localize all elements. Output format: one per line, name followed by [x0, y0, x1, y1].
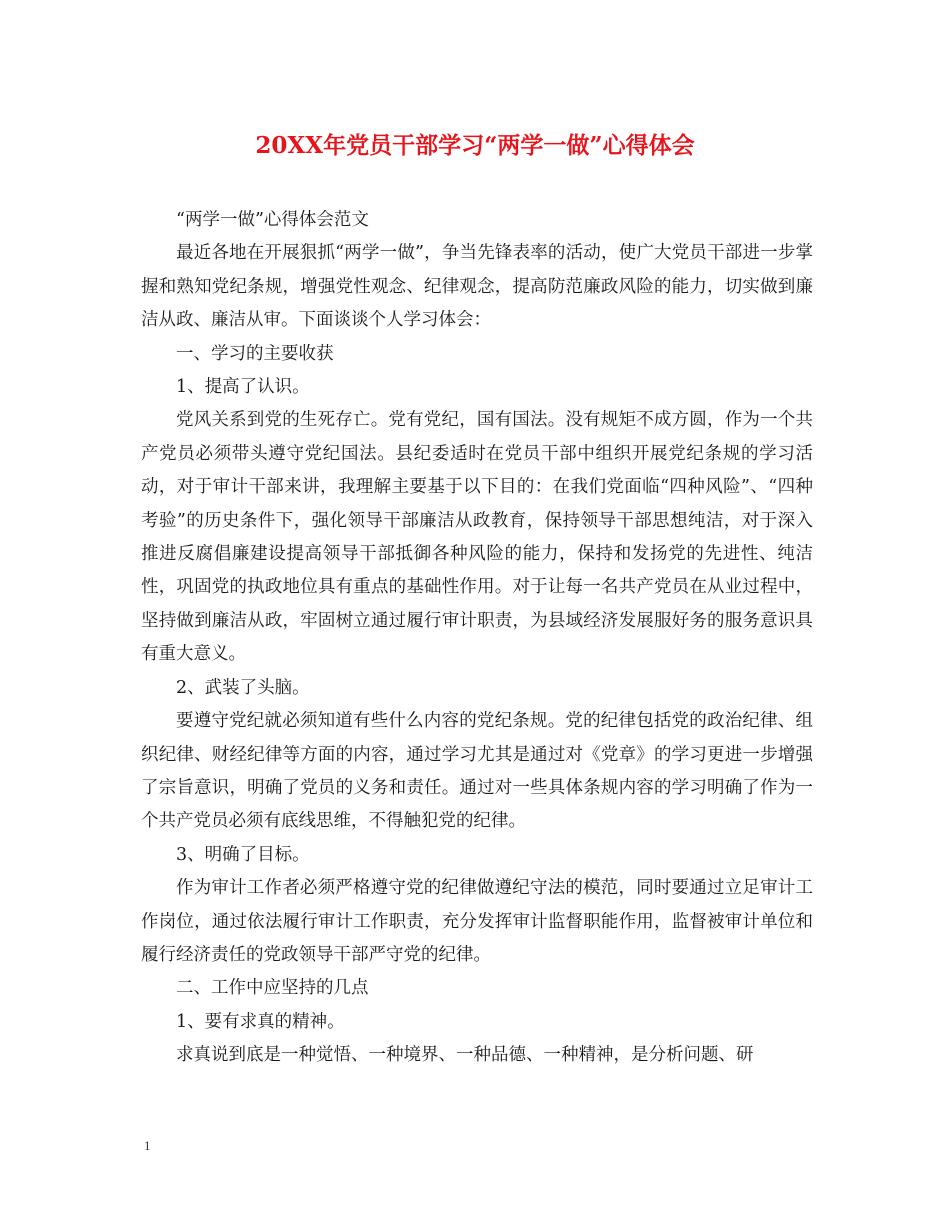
- paragraph-subtitle: “两学一做”心得体会范文: [176, 210, 369, 230]
- paragraph-section-2-item-1: 求真说到底是一种觉悟、一种境界、一种品德、一种精神，是分析问题、研: [176, 1045, 754, 1066]
- paragraph-item-2: 要遵守党纪就必须知道有些什么内容的党纪条规。党的纪律包括党的政治纪律、组织纪律、财经纪律等方面的内容，通过学习尤其是通过对《党章》的学习更进一步增强了宗旨意识，明确了党员的义务和责任。通过对一些具体条规内容的学习明确了作为一个共产党员必须有底线思维，不得触犯党的纪律。: [141, 711, 813, 832]
- paragraph-intro: 最近各地在开展狠抓“两学一做”，争当先锋表率的活动，使广大党员干部进一步掌握和熟知党纪条规，增强党性观念、纪律观念，提高防范廉政风险的能力，切实做到廉洁从政、廉洁从审。下面谈谈个人学习体会：: [141, 243, 813, 331]
- document-body: [141, 204, 813, 1073]
- heading-section-2: 二、工作中应坚持的几点: [176, 978, 369, 999]
- paragraph-item-1: 党风关系到党的生死存亡。党有党纪，国有国法。没有规矩不成方圆，作为一个共产党员必须带头遵守党纪国法。县纪委适时在党员干部中组织开展党纪条规的学习活动，对于审计干部来讲，我理解主要基于以下目的：在我们党面临“四种风险”、“四种考验”的历史条件下，强化领导干部廉洁从政教育，保持领导干部思想纯洁，对于深入推进反腐倡廉建设提高领导干部抵御各种风险的能力，保持和发扬党的先进性、纯洁性，巩固党的执政地位具有重点的基础性作用。对于让每一名共产党员在从业过程中，坚持做到廉洁从政，牢固树立通过履行审计职责，为县域经济发展服好务的服务意识具有重大意义。: [141, 410, 813, 665]
- heading-section-1: 一、学习的主要收获: [176, 343, 334, 364]
- heading-section-2-item-1: 1、要有求真的精神。: [176, 1011, 345, 1032]
- heading-item-1: 1、提高了认识。: [176, 377, 310, 398]
- heading-item-3: 3、明确了目标。: [176, 844, 310, 865]
- heading-item-2: 2、武装了头脑。: [176, 677, 310, 698]
- paragraph-item-3: 作为审计工作者必须严格遵守党的纪律做遵纪守法的模范，同时要通过立足审计工作岗位，通过依法履行审计工作职责，充分发挥审计监督职能作用，监督被审计单位和履行经济责任的党政领导干部严守党的纪律。: [141, 878, 813, 965]
- document-title: 20XX年党员干部学习“两学一做”心得体会: [255, 132, 695, 159]
- page-number: 1: [144, 1138, 151, 1153]
